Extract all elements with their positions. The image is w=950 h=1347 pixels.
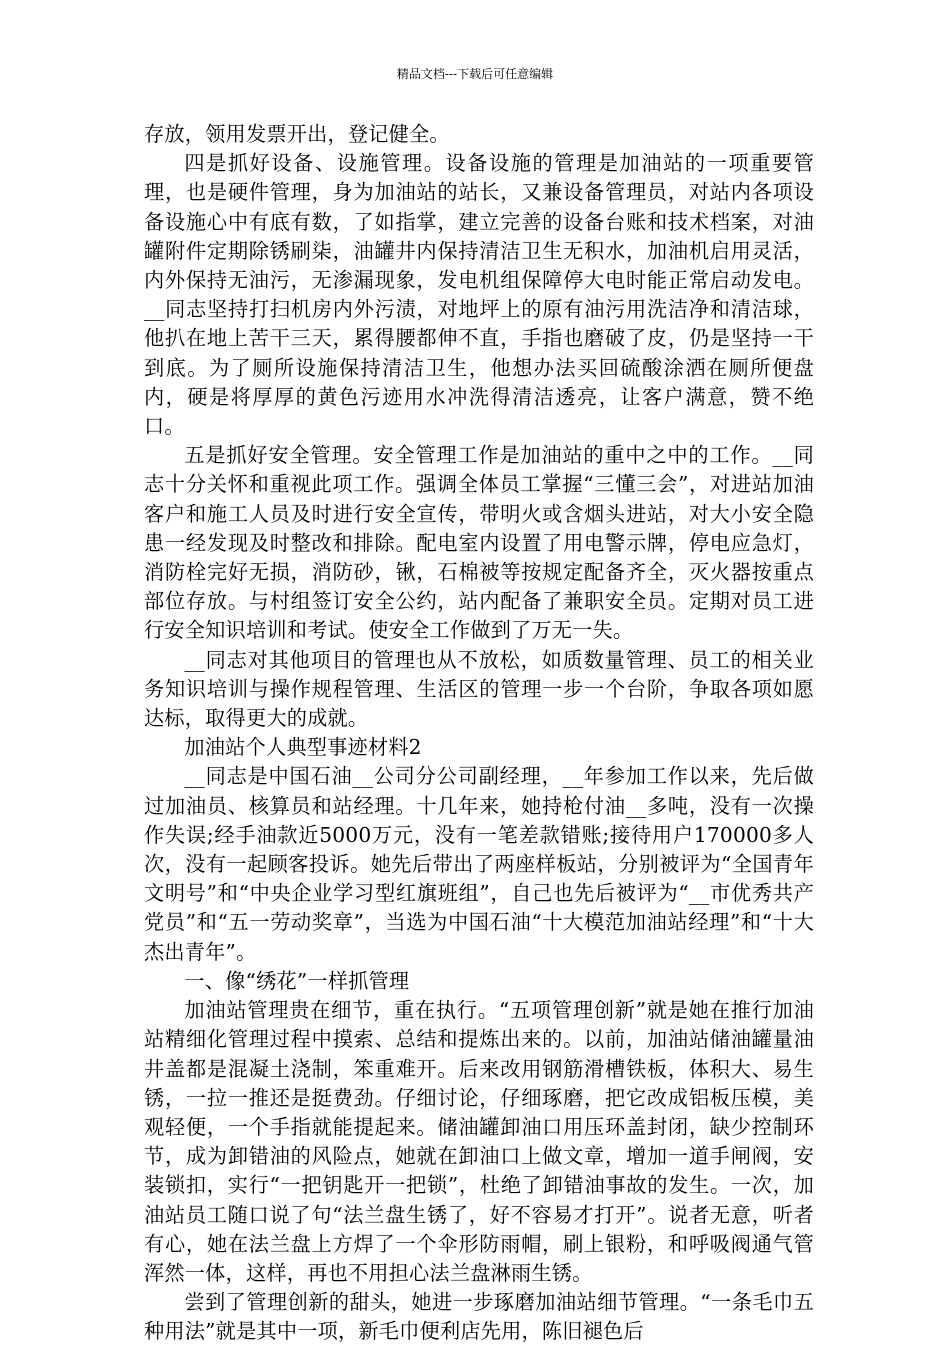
- paragraph: __同志对其他项目的管理也从不放松，如质数量管理、员工的相关业务知识培训与操作规程管理、生活区的管理一步一个台阶，争取各项如愿达标，取得更大的成就。: [144, 647, 814, 731]
- paragraph: 尝到了管理创新的甜头，她进一步琢磨加油站细节管理。“一条毛巾五种用法”就是其中一项，新毛巾便利店先用，陈旧褪色后: [144, 1290, 814, 1344]
- paragraph: 五是抓好安全管理。安全管理工作是加油站的重中之中的工作。__同志十分关怀和重视此项工作。强调全体员工掌握“三懂三会”，对进站加油客户和施工人员及时进行安全宣传，带明火或含烟头进站，对大小安全隐患一经发现及时整改和排除。配电室内设置了用电警示牌，停电应急灯，消防栓完好无损，消防砂，锹，石棉被等按规定配备齐全，灭火器按重点部位存放。与村组签订安全公约，站内配备了兼职安全员。定期对员工进行安全知识培训和考试。使安全工作做到了万无一失。: [144, 443, 814, 643]
- paragraph: 加油站个人典型事迹材料2: [184, 735, 422, 760]
- page-header: 精品文档---下载后可任意编辑: [396, 67, 554, 81]
- paragraph: 加油站管理贵在细节，重在执行。“五项管理创新”就是她在推行加油站精细化管理过程中摸索、总结和提炼出来的。以前，加油站储油罐量油井盖都是混凝土浇制，笨重难开。后来改用钢筋滑槽铁板，体积大、易生锈，一拉一推还是挺费劲。仔细讨论，仔细琢磨，把它改成铝板压模，美观轻便，一个手指就能提起来。储油罐卸油口用压环盖封闭，缺少控制环节，成为卸错油的风险点，她就在卸油口上做文章，增加一道手闸阀，安装锁扣，实行“一把钥匙开一把锁”，杜绝了卸错油事故的发生。一次，加油站员工随口说了句“法兰盘生锈了，好不容易才打开”。说者无意，听者有心，她在法兰盘上方焊了一个伞形防雨帽，刷上银粉，和呼吸阀通气管浑然一体，这样，再也不用担心法兰盘淋雨生锈。: [144, 998, 814, 1285]
- paragraph: __同志是中国石油__公司分公司副经理，__年参加工作以来，先后做过加油员、核算员和站经理。十几年来，她持枪付油__多吨，没有一次操作失误;经手油款近5000万元，没有一笔差款错账;接待用户170000多人次，没有一起顾客投诉。她先后带出了两座样板站，分别被评为“全国青年文明号”和“中央企业学习型红旗班组”，自己也先后被评为“__市优秀共产党员”和“五一劳动奖章”，当选为中国石油“十大模范加油站经理”和“十大杰出青年”。: [144, 764, 814, 964]
- document-body: [144, 120, 814, 1347]
- paragraph: 存放，领用发票开出，登记健全。: [144, 122, 450, 146]
- paragraph: 一、像“绣花”一样抓管理: [184, 968, 410, 993]
- paragraph: 四是抓好设备、设施管理。设备设施的管理是加油站的一项重要管理，也是硬件管理，身为加油站的站长，又兼设备管理员，对站内各项设备设施心中有底有数，了如指掌，建立完善的设备台账和技术档案，对油罐附件定期除锈刷柒，油罐井内保持清洁卫生无积水，加油机启用灵活，内外保持无油污，无渗漏现象，发电机组保障停大电时能正常启动发电。__同志坚持打扫机房内外污渍，对地坪上的原有油污用洗洁净和清洁球，他扒在地上苦干三天，累得腰都伸不直，手指也磨破了皮，仍是坚持一干到底。为了厕所设施保持清洁卫生，他想办法买回硫酸涂洒在厕所便盘内，硬是将厚厚的黄色污迹用水冲洗得清洁透亮，让客户满意，赞不绝口。: [144, 151, 814, 439]
